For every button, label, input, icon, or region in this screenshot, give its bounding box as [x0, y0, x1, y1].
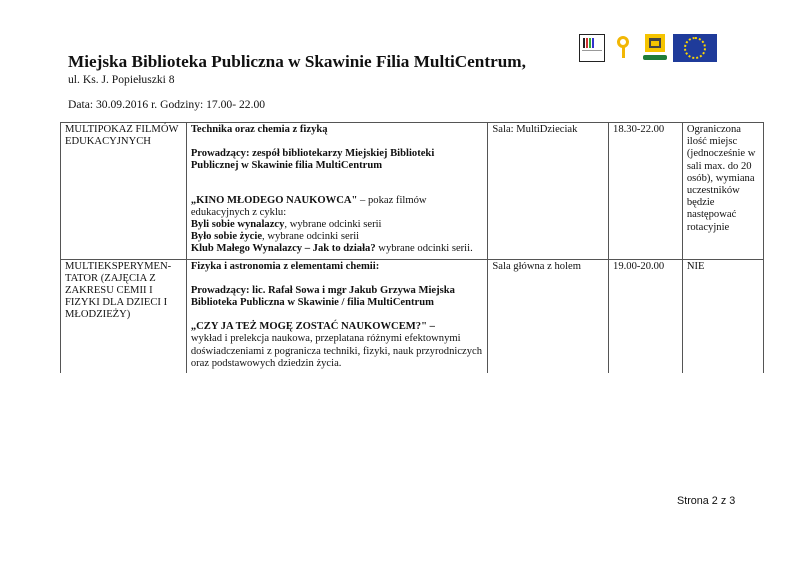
program-cell — [186, 259, 488, 373]
series-item — [191, 219, 484, 231]
program-cell — [186, 123, 488, 260]
series-desc: , wybrane odcinki serii — [262, 231, 360, 243]
logo-strip — [579, 34, 717, 62]
program-headline-line — [191, 195, 484, 219]
schedule-table — [60, 122, 764, 373]
place-cell — [488, 259, 609, 373]
program-leader: Prowadzący: lic. Rafał Sowa i mgr Jakub Grzywa Miejska Biblioteka Publiczna w Skawinie / filia MultiCentrum — [190, 284, 455, 309]
series-item — [191, 231, 484, 243]
place: Sala: MultiDzieciak — [492, 124, 578, 135]
date-line: Data: 30.09.2016 r. Godziny: 17.00- 22.00 — [68, 98, 266, 111]
time: 19.00-20.00 — [613, 260, 665, 272]
time-cell — [609, 123, 683, 260]
note: Ograniczona ilość miejsc (jednocześnie w sali max. do 20 osób), wymiana uczestników będzie następować rotacyjnie — [686, 124, 756, 233]
page-number: Strona 2 z 3 — [677, 495, 736, 507]
table-row — [61, 123, 764, 260]
series-title: Było sobie życie — [190, 231, 263, 243]
place-cell — [488, 123, 609, 260]
note-cell — [682, 259, 763, 373]
malopolska-logo — [643, 34, 667, 60]
time-cell — [609, 259, 683, 373]
note: NIE — [686, 260, 705, 272]
event-name-cell — [61, 259, 187, 373]
program-leader: Prowadzący: zespół bibliotekarzy Miejskiej Biblioteki Publicznej w Skawinie filia MultiCentrum — [190, 148, 435, 172]
page-title: Miejska Biblioteka Publiczna w Skawinie Filia MultiCentrum, — [68, 52, 526, 71]
eu-flag-logo — [673, 34, 717, 62]
program-headline: „KINO MŁODEGO NAUKOWCA" — [190, 194, 358, 206]
event-name: MULTIPOKAZ FILMÓW EDUKACYJNYCH — [65, 124, 179, 148]
program-topic: Fizyka i astronomia z elementami chemii: — [190, 260, 380, 272]
note-cell — [682, 123, 763, 260]
event-name-cell — [61, 123, 187, 260]
address: ul. Ks. J. Popiełuszki 8 — [68, 73, 175, 86]
program-topic: Technika oraz chemia z fizyką — [190, 124, 328, 135]
program-headline-rest: – pokaz filmów edukacyjnych z cyklu: — [190, 194, 427, 218]
event-name: MULTIEKSPERYMEN-TATOR (ZAJĘCIA Z ZAKRESU CEMII I FIZYKI DLA DZIECI I MŁODZIEŻY) — [65, 260, 172, 321]
series-desc: wybrane odcinki serii. — [375, 243, 473, 255]
program-headline: „CZY JA TEŻ MOGĘ ZOSTAĆ NAUKOWCEM?" – — [190, 321, 435, 333]
program-description: wykład i prelekcja naukowa, przeplatana różnymi efektownymi doświadczeniami z pogranicza techniki, fizyki, nauk przyrodniczych oraz podstawowych dziedzin życia. — [190, 333, 483, 369]
series-title: Byli sobie wynalazcy — [190, 219, 285, 231]
series-item — [191, 243, 484, 255]
table-row — [61, 259, 764, 373]
series-title: Klub Małego Wynalazcy – Jak to działa? — [190, 243, 376, 255]
key-logo — [611, 34, 637, 60]
series-desc: , wybrane odcinki serii — [284, 219, 382, 231]
time: 18.30-22.00 — [613, 124, 665, 135]
place: Sala główna z holem — [492, 260, 581, 272]
library-logo — [579, 34, 605, 62]
